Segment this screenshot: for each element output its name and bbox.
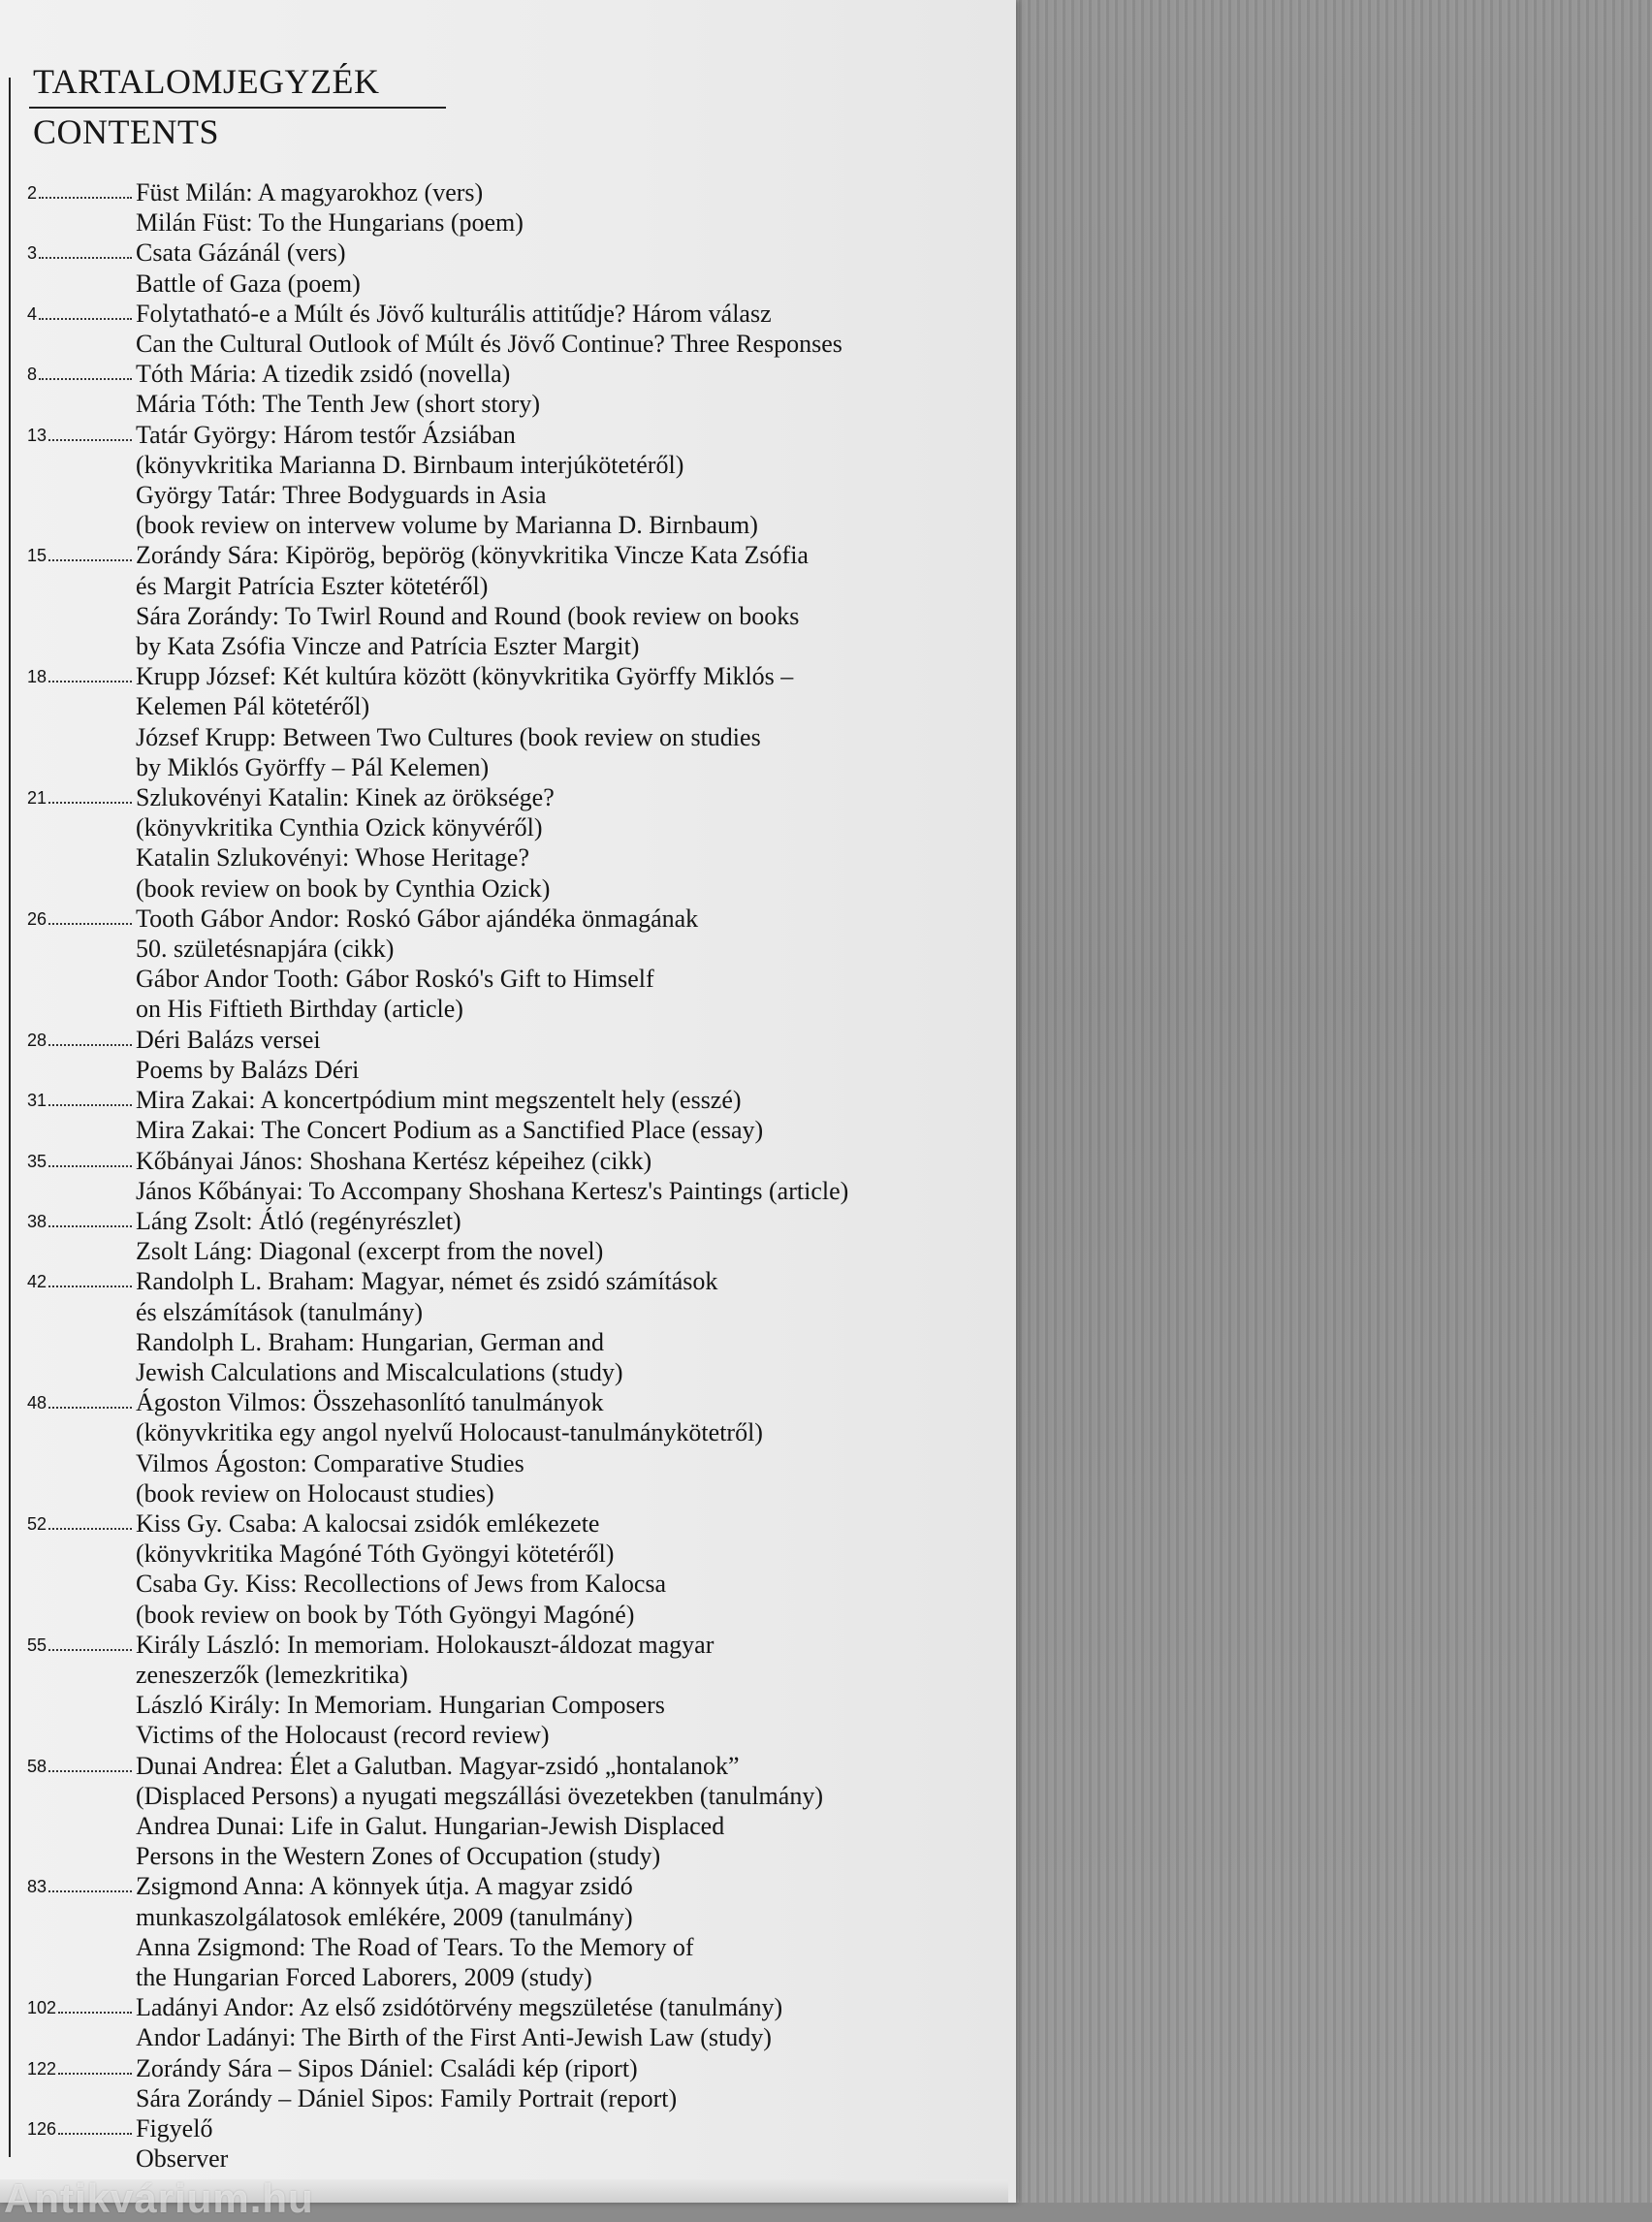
toc-entry-line: Andrea Dunai: Life in Galut. Hungarian-Jewish Displaced bbox=[136, 1811, 725, 1840]
toc-dot-leader bbox=[48, 1635, 132, 1651]
toc-entry-line: József Krupp: Between Two Cultures (book review on studies bbox=[136, 722, 761, 751]
toc-entry-line: Victims of the Holocaust (record review) bbox=[136, 1721, 550, 1750]
toc-entry bbox=[0, 782, 1008, 904]
toc-entry-line: Szlukovényi Katalin: Kinek az öröksége? bbox=[136, 783, 555, 812]
toc-entry-text bbox=[136, 1146, 1008, 1206]
toc-entry-line: by Kata Zsófia Vincze and Patrícia Eszter Margit) bbox=[136, 632, 640, 661]
toc-entry-text bbox=[136, 1266, 1008, 1387]
toc-entry-line: Andor Ladányi: The Birth of the First Anti-Jewish Law (study) bbox=[136, 2023, 772, 2052]
toc-entry bbox=[0, 1751, 1008, 1872]
toc-dot-leader bbox=[58, 2059, 132, 2075]
toc-entry-text bbox=[136, 238, 1008, 298]
toc-page-number: 126 bbox=[27, 2119, 57, 2139]
toc-entry-line: Gábor Andor Tooth: Gábor Roskó's Gift to Himself bbox=[136, 965, 654, 994]
toc-entry-line: Zsolt Láng: Diagonal (excerpt from the novel) bbox=[136, 1237, 604, 1266]
toc-entry-line: László Király: In Memoriam. Hungarian Composers bbox=[136, 1691, 665, 1720]
toc-entry-line: (könyvkritika Magóné Tóth Gyöngyi kötetéről) bbox=[136, 1540, 615, 1569]
toc-entry bbox=[0, 1085, 1008, 1145]
toc-entry-line: Battle of Gaza (poem) bbox=[136, 269, 361, 298]
toc-entry-line: Tooth Gábor Andor: Roskó Gábor ajándéka önmagának bbox=[136, 904, 699, 933]
toc-page-number: 58 bbox=[27, 1756, 48, 1776]
toc-leader bbox=[0, 1992, 136, 2018]
toc-entry bbox=[0, 1508, 1008, 1630]
toc-entry-line: Poems by Balázs Déri bbox=[136, 1055, 360, 1084]
toc-entry-text bbox=[136, 177, 1008, 238]
toc-entry-line: on His Fiftieth Birthday (article) bbox=[136, 995, 463, 1024]
toc-leader bbox=[0, 177, 136, 204]
toc-leader bbox=[0, 1630, 136, 1656]
toc-entry-text bbox=[136, 299, 1008, 359]
toc-entry-line: the Hungarian Forced Laborers, 2009 (study) bbox=[136, 1962, 592, 1991]
toc-entry-line: Can the Cultural Outlook of Múlt és Jövő Continue? Three Responses bbox=[136, 330, 842, 359]
toc-entry-line: Mira Zakai: The Concert Podium as a Sanctified Place (essay) bbox=[136, 1116, 764, 1145]
toc-entry-line: Kelemen Pál kötetéről) bbox=[136, 692, 370, 721]
toc-entry-line: Kőbányai János: Shoshana Kertész képeihez (cikk) bbox=[136, 1146, 652, 1175]
toc-dot-leader bbox=[48, 909, 132, 925]
toc-page-number: 13 bbox=[27, 425, 48, 445]
title-underline bbox=[29, 107, 446, 109]
toc-entry-text bbox=[136, 1387, 1008, 1508]
toc-entry-line: Láng Zsolt: Átló (regényrészlet) bbox=[136, 1206, 461, 1235]
toc-entry bbox=[0, 299, 1008, 359]
toc-entry bbox=[0, 661, 1008, 782]
toc-page-number: 18 bbox=[27, 667, 48, 687]
toc-page-number: 31 bbox=[27, 1091, 48, 1111]
toc-entry-text bbox=[136, 1992, 1008, 2052]
toc-entry-line: Anna Zsigmond: The Road of Tears. To the Memory of bbox=[136, 1932, 694, 1961]
toc-page-number: 28 bbox=[27, 1030, 48, 1050]
toc-leader bbox=[0, 420, 136, 446]
toc-entry-line: Sára Zorándy: To Twirl Round and Round (book review on books bbox=[136, 601, 800, 630]
toc-entry bbox=[0, 1630, 1008, 1751]
toc-leader bbox=[0, 1266, 136, 1292]
toc-leader bbox=[0, 2113, 136, 2140]
toc-entry bbox=[0, 1266, 1008, 1387]
toc-entry-line: Kiss Gy. Csaba: A kalocsai zsidók emlékezete bbox=[136, 1508, 600, 1538]
toc-entry-line: Mária Tóth: The Tenth Jew (short story) bbox=[136, 390, 541, 419]
toc-entry bbox=[0, 540, 1008, 661]
toc-page-number: 35 bbox=[27, 1151, 48, 1171]
toc-entry-text bbox=[136, 782, 1008, 904]
toc-entry-text bbox=[136, 1751, 1008, 1872]
toc-dot-leader bbox=[48, 1152, 132, 1167]
toc-leader bbox=[0, 1508, 136, 1535]
toc-entry-line: (book review on book by Cynthia Ozick) bbox=[136, 873, 551, 903]
toc-entry-line: György Tatár: Three Bodyguards in Asia bbox=[136, 481, 547, 510]
toc-dot-leader bbox=[48, 1272, 132, 1287]
toc-leader bbox=[0, 782, 136, 809]
toc-leader bbox=[0, 904, 136, 930]
toc-dot-leader bbox=[48, 1031, 132, 1046]
toc-page-number: 83 bbox=[27, 1877, 48, 1897]
toc-entry-line: Katalin Szlukovényi: Whose Heritage? bbox=[136, 843, 530, 873]
toc-leader bbox=[0, 540, 136, 566]
toc-page-number: 42 bbox=[27, 1272, 48, 1292]
toc-entry-text bbox=[136, 2053, 1008, 2113]
toc-entry-line: (könyvkritika Cynthia Ozick könyvéről) bbox=[136, 813, 543, 842]
toc-leader bbox=[0, 1025, 136, 1051]
toc-entry-line: Vilmos Ágoston: Comparative Studies bbox=[136, 1448, 524, 1477]
toc-entry-line: zeneszerzők (lemezkritika) bbox=[136, 1660, 408, 1689]
toc-entry-line: Zorándy Sára – Sipos Dániel: Családi kép (riport) bbox=[136, 2053, 638, 2082]
toc-entry-line: by Miklós Györffy – Pál Kelemen) bbox=[136, 752, 490, 781]
toc-entry-line: 50. születésnapjára (cikk) bbox=[136, 935, 395, 964]
toc-page-number: 26 bbox=[27, 908, 48, 929]
toc-entry-line: (book review on Holocaust studies) bbox=[136, 1478, 494, 1508]
title-english: CONTENTS bbox=[33, 112, 219, 151]
toc-entry-line: (könyvkritika Marianna D. Birnbaum interjúkötetéről) bbox=[136, 450, 684, 479]
toc-entry-line: Zorándy Sára: Kipörög, bepörög (könyvkritika Vincze Kata Zsófia bbox=[136, 541, 809, 570]
toc-entry bbox=[0, 1992, 1008, 2052]
toc-entry-line: Mira Zakai: A koncertpódium mint megszentelt hely (esszé) bbox=[136, 1086, 742, 1115]
toc-entry-text bbox=[136, 420, 1008, 541]
toc-entry-line: Csaba Gy. Kiss: Recollections of Jews from Kalocsa bbox=[136, 1570, 667, 1599]
toc-entry bbox=[0, 359, 1008, 419]
toc-entry-text bbox=[136, 359, 1008, 419]
toc-entry-line: (book review on intervew volume by Marianna D. Birnbaum) bbox=[136, 511, 758, 540]
title-hungarian: TARTALOMJEGYZÉK bbox=[33, 62, 380, 101]
toc-entry-line: Sára Zorándy – Dániel Sipos: Family Portrait (report) bbox=[136, 2083, 678, 2112]
toc-leader bbox=[0, 1387, 136, 1413]
toc-dot-leader bbox=[39, 183, 132, 199]
toc-entry-text bbox=[136, 1630, 1008, 1751]
toc-leader bbox=[0, 238, 136, 264]
toc-page-number: 8 bbox=[27, 365, 38, 385]
toc-dot-leader bbox=[48, 1393, 132, 1409]
toc-entry-line: és Margit Patrícia Eszter kötetéről) bbox=[136, 571, 489, 600]
toc-entry bbox=[0, 1025, 1008, 1085]
toc-dot-leader bbox=[39, 243, 132, 259]
toc-entry-line: Ladányi Andor: Az első zsidótörvény megszületése (tanulmány) bbox=[136, 1993, 783, 2022]
toc-entry-line: Ágoston Vilmos: Összehasonlító tanulmányok bbox=[136, 1388, 604, 1417]
table-of-contents bbox=[0, 177, 1008, 2174]
toc-entry-text bbox=[136, 1508, 1008, 1630]
toc-entry-line: Tatár György: Három testőr Ázsiában bbox=[136, 420, 516, 449]
toc-entry-line: Csata Gázánál (vers) bbox=[136, 238, 346, 268]
toc-entry-text bbox=[136, 1871, 1008, 1992]
toc-dot-leader bbox=[48, 1757, 132, 1772]
toc-entry-line: Tóth Mária: A tizedik zsidó (novella) bbox=[136, 360, 511, 389]
toc-entry bbox=[0, 1871, 1008, 1992]
toc-leader bbox=[0, 359, 136, 385]
toc-leader bbox=[0, 1751, 136, 1777]
toc-entry-line: Krupp József: Két kultúra között (könyvkritika Györffy Miklós – bbox=[136, 662, 794, 691]
toc-dot-leader bbox=[48, 1877, 132, 1892]
toc-entry bbox=[0, 904, 1008, 1025]
toc-entry-line: Randolph L. Braham: Magyar, német és zsidó számítások bbox=[136, 1267, 718, 1296]
toc-page-number: 52 bbox=[27, 1513, 48, 1534]
toc-dot-leader bbox=[48, 788, 132, 804]
toc-dot-leader bbox=[48, 667, 132, 682]
toc-entry-line: és elszámítások (tanulmány) bbox=[136, 1297, 424, 1326]
toc-entry-line: Milán Füst: To the Hungarians (poem) bbox=[136, 208, 524, 238]
toc-dot-leader bbox=[48, 1514, 132, 1530]
toc-dot-leader bbox=[48, 1091, 132, 1106]
toc-page-number: 21 bbox=[27, 788, 48, 809]
toc-page-number: 55 bbox=[27, 1635, 48, 1655]
toc-leader bbox=[0, 1871, 136, 1897]
toc-entry-line: Folytatható-e a Múlt és Jövő kulturális attitűdje? Három válasz bbox=[136, 299, 772, 328]
toc-entry-text bbox=[136, 2113, 1008, 2174]
toc-entry-line: (book review on book by Tóth Gyöngyi Magóné) bbox=[136, 1600, 635, 1629]
toc-leader bbox=[0, 1206, 136, 1232]
toc-entry bbox=[0, 1206, 1008, 1266]
toc-entry-line: Randolph L. Braham: Hungarian, German and bbox=[136, 1327, 605, 1356]
toc-leader bbox=[0, 1146, 136, 1172]
toc-entry-line: Zsigmond Anna: A könnyek útja. A magyar zsidó bbox=[136, 1872, 633, 1901]
toc-dot-leader bbox=[48, 546, 132, 561]
toc-entry-text bbox=[136, 661, 1008, 782]
toc-entry-line: Király László: In memoriam. Holokauszt-áldozat magyar bbox=[136, 1630, 715, 1659]
toc-entry-line: Observer bbox=[136, 2144, 229, 2174]
toc-entry-line: (könyvkritika egy angol nyelvű Holocaust-tanulmánykötetről) bbox=[136, 1418, 763, 1447]
toc-page-number: 122 bbox=[27, 2058, 57, 2079]
toc-dot-leader bbox=[58, 2119, 132, 2135]
toc-dot-leader bbox=[39, 304, 132, 320]
toc-page-number: 3 bbox=[27, 243, 38, 264]
toc-entry-line: Persons in the Western Zones of Occupation (study) bbox=[136, 1842, 661, 1871]
toc-page-number: 2 bbox=[27, 183, 38, 203]
toc-entry-line: János Kőbányai: To Accompany Shoshana Kertesz's Paintings (article) bbox=[136, 1176, 849, 1205]
toc-dot-leader bbox=[39, 365, 132, 380]
toc-entry-line: Jewish Calculations and Miscalculations (study) bbox=[136, 1357, 623, 1386]
toc-entry-line: Füst Milán: A magyarokhoz (vers) bbox=[136, 178, 484, 206]
toc-page-number: 48 bbox=[27, 1393, 48, 1413]
toc-entry bbox=[0, 177, 1008, 238]
toc-entry-line: munkaszolgálatosok emlékére, 2009 (tanulmány) bbox=[136, 1902, 633, 1931]
toc-page-number: 38 bbox=[27, 1211, 48, 1231]
toc-entry-text bbox=[136, 1206, 1008, 1266]
toc-leader bbox=[0, 2053, 136, 2079]
toc-entry bbox=[0, 420, 1008, 541]
toc-entry-line: (Displaced Persons) a nyugati megszállási övezetekben (tanulmány) bbox=[136, 1781, 823, 1810]
toc-entry-line: Dunai Andrea: Élet a Galutban. Magyar-zsidó „hontalanok” bbox=[136, 1751, 740, 1780]
toc-page-number: 102 bbox=[27, 1998, 57, 2018]
toc-entry bbox=[0, 2113, 1008, 2174]
background-texture bbox=[1008, 0, 1652, 2203]
toc-entry-line: Déri Balázs versei bbox=[136, 1025, 321, 1054]
toc-dot-leader bbox=[58, 1998, 132, 2014]
toc-entry bbox=[0, 2053, 1008, 2113]
toc-entry-text bbox=[136, 540, 1008, 661]
toc-entry-text bbox=[136, 1025, 1008, 1085]
toc-entry-line: Figyelő bbox=[136, 2114, 213, 2143]
toc-entry bbox=[0, 1146, 1008, 1206]
toc-page-number: 15 bbox=[27, 546, 48, 566]
toc-leader bbox=[0, 299, 136, 325]
toc-entry bbox=[0, 1387, 1008, 1508]
toc-entry bbox=[0, 238, 1008, 298]
toc-entry-text bbox=[136, 904, 1008, 1025]
toc-dot-leader bbox=[48, 1212, 132, 1227]
toc-leader bbox=[0, 661, 136, 687]
toc-leader bbox=[0, 1085, 136, 1111]
toc-dot-leader bbox=[48, 426, 132, 441]
watermark: Antikvárium.hu bbox=[4, 2175, 314, 2221]
toc-page-number: 4 bbox=[27, 303, 38, 324]
toc-entry-text bbox=[136, 1085, 1008, 1145]
